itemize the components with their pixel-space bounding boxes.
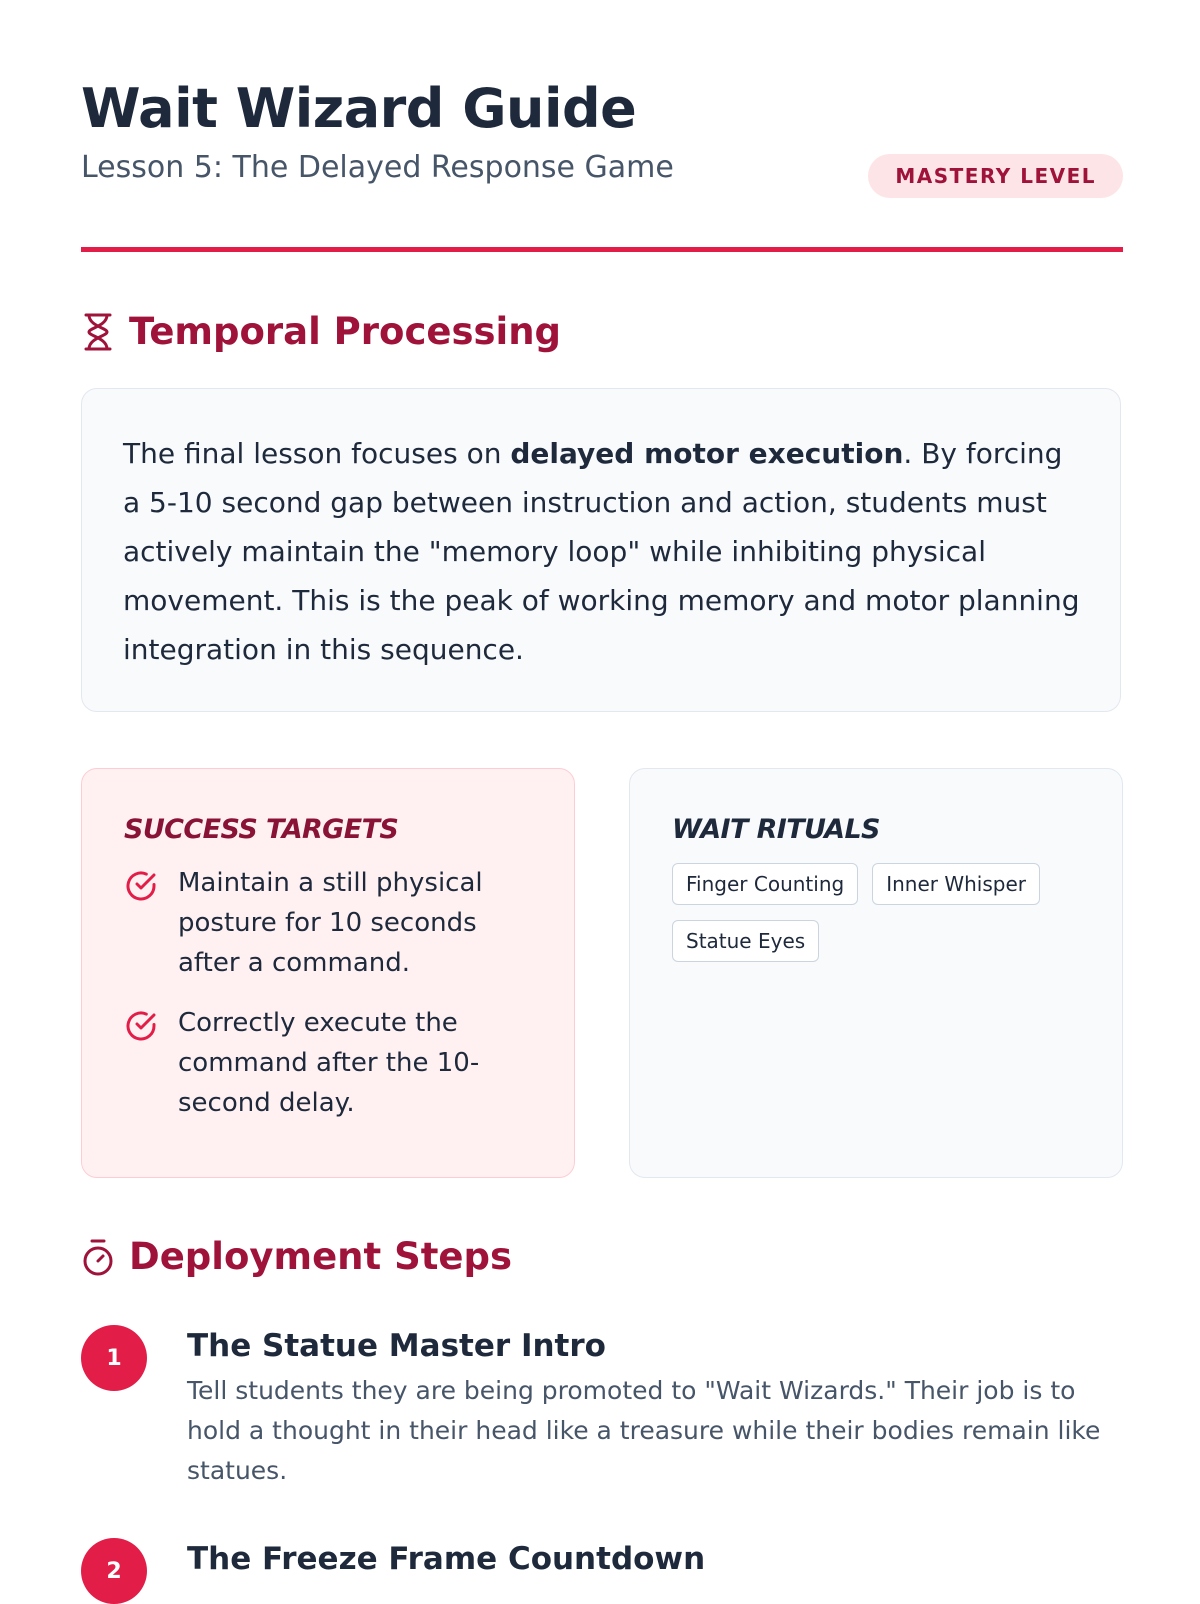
target-item — [124, 1003, 534, 1123]
check-circle-icon — [124, 863, 158, 983]
header-divider — [81, 247, 1123, 252]
target-item-text: Maintain a still physical posture for 10 seconds after a command. — [178, 868, 483, 978]
wait-rituals-title: WAIT RITUALS — [672, 814, 880, 845]
stopwatch-icon — [81, 1237, 115, 1277]
mastery-badge: MASTERY LEVEL — [868, 154, 1123, 198]
step-title: The Statue Master Intro — [187, 1328, 606, 1364]
intro-card — [81, 388, 1121, 712]
step-number-badge: 2 — [81, 1538, 147, 1604]
step-body — [187, 1538, 1123, 1580]
ritual-tag-statue-eyes: Statue Eyes — [672, 920, 819, 962]
step-description: Tell students they are being promoted to "Wait Wizards." Their job is to hold a thought in their head like a treasure while their bodies remain like statues. — [187, 1376, 1101, 1485]
step-title: The Freeze Frame Countdown — [187, 1541, 706, 1577]
page-title: Wait Wizard Guide — [81, 77, 637, 140]
intro-paragraph — [123, 429, 1080, 674]
lesson-subtitle: Lesson 5: The Delayed Response Game — [81, 150, 674, 186]
success-targets-card — [81, 768, 575, 1178]
target-item — [124, 863, 534, 983]
step-body — [187, 1325, 1123, 1491]
ritual-tag-finger-counting: Finger Counting — [672, 863, 858, 905]
ritual-tag-inner-whisper: Inner Whisper — [872, 863, 1040, 905]
hourglass-icon — [81, 312, 115, 352]
intro-text-end: . By forcing a 5-10 second gap between instruction and action, students must actively maintain the "memory loop" while inhibiting physical movement. This is the peak of working memory and motor planning integration in this sequence. — [123, 437, 1080, 666]
ritual-tag-list — [672, 863, 1082, 962]
check-circle-icon — [124, 1003, 158, 1123]
step-number-badge: 1 — [81, 1325, 147, 1391]
wait-rituals-card — [629, 768, 1123, 1178]
section-deployment-title: Deployment Steps — [129, 1235, 513, 1278]
intro-text-start: The final lesson focuses on — [123, 437, 511, 470]
subtitle-row — [81, 146, 1123, 206]
target-item-text: Correctly execute the command after the 10-second delay. — [178, 1008, 480, 1118]
section-deployment-heading — [81, 1235, 512, 1278]
section-temporal-title: Temporal Processing — [129, 310, 562, 353]
section-temporal-heading — [81, 310, 561, 353]
page-header — [81, 78, 1123, 206]
success-targets-title: SUCCESS TARGETS — [124, 814, 399, 845]
intro-text-bold: delayed motor execution — [510, 437, 904, 470]
